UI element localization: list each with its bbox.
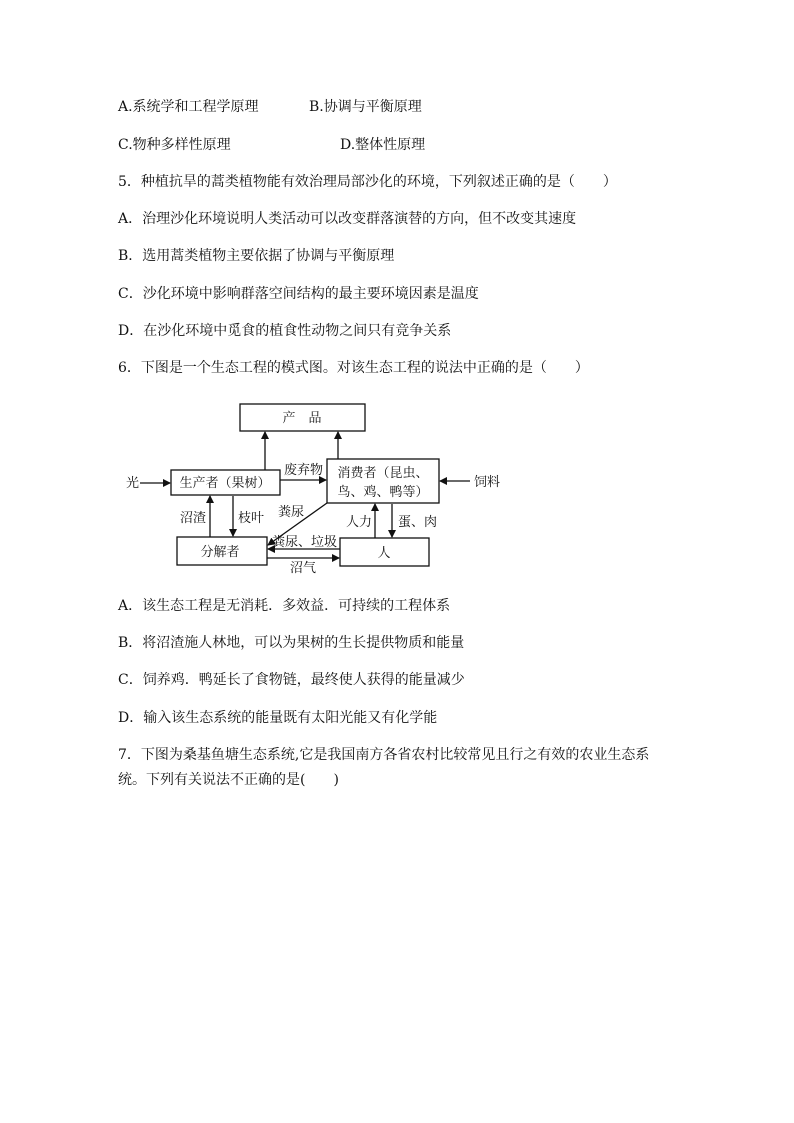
egg-meat-label: 蛋、肉 [398,515,438,530]
q6-stem: 6．下图是一个生态工程的模式图。对该生态工程的说法中正确的是（ ） [118,360,589,376]
waste-label: 废弃物 [284,463,324,478]
q4-option-b: B.协调与平衡原理 [309,99,422,115]
consumer-label-line2: 鸟、鸡、鸭等） [337,485,429,500]
q7-stem-line1: 7．下图为桑基鱼塘生态系统,它是我国南方各省农村比较常见且行之有效的农业生态系 [118,747,650,763]
q4-option-a: A.系统学和工程学原理 [118,99,259,115]
feed-label: 饲料 [474,475,501,490]
q6-option-a: A．该生态工程是无消耗．多效益．可持续的工程体系 [118,598,451,614]
q7-stem-line2: 统。下列有关说法不正确的是( ) [118,772,339,788]
q6-option-b: B．将沼渣施人林地，可以为果树的生长提供物质和能量 [118,635,465,651]
q5-option-d: D．在沙化环境中觅食的植食性动物之间只有竞争关系 [118,323,452,339]
decomposer-label: 分解者 [200,545,240,560]
labor-label: 人力 [346,515,373,530]
dung-garbage-label: 粪尿、垃圾 [272,535,338,550]
leaves-label: 枝叶 [238,511,265,526]
q4-option-c: C.物种多样性原理 [118,137,231,153]
light-label: 光 [126,476,140,491]
producer-label: 生产者（果树） [179,476,271,491]
human-label: 人 [377,546,391,561]
residue-label: 沼渣 [180,511,207,526]
q6-option-c: C．饲养鸡．鸭延长了食物链，最终使人获得的能量减少 [118,672,465,688]
consumer-label-line1: 消费者（昆虫、 [337,466,429,481]
q5-option-c: C．沙化环境中影响群落空间结构的最主要环境因素是温度 [118,286,479,302]
dung-label: 粪尿 [278,505,305,520]
q4-option-d: D.整体性原理 [340,137,426,153]
q6-option-d: D．输入该生态系统的能量既有太阳光能又有化学能 [118,710,438,726]
q5-stem: 5．种植抗旱的蒿类植物能有效治理局部沙化的环境，下列叙述正确的是（ ） [118,174,617,190]
q5-option-a: A．治理沙化环境说明人类活动可以改变群落演替的方向，但不改变其速度 [118,211,577,227]
q5-option-b: B．选用蒿类植物主要依据了协调与平衡原理 [118,248,395,264]
biogas-label: 沼气 [290,561,317,576]
product-label: 产 品 [282,411,322,426]
